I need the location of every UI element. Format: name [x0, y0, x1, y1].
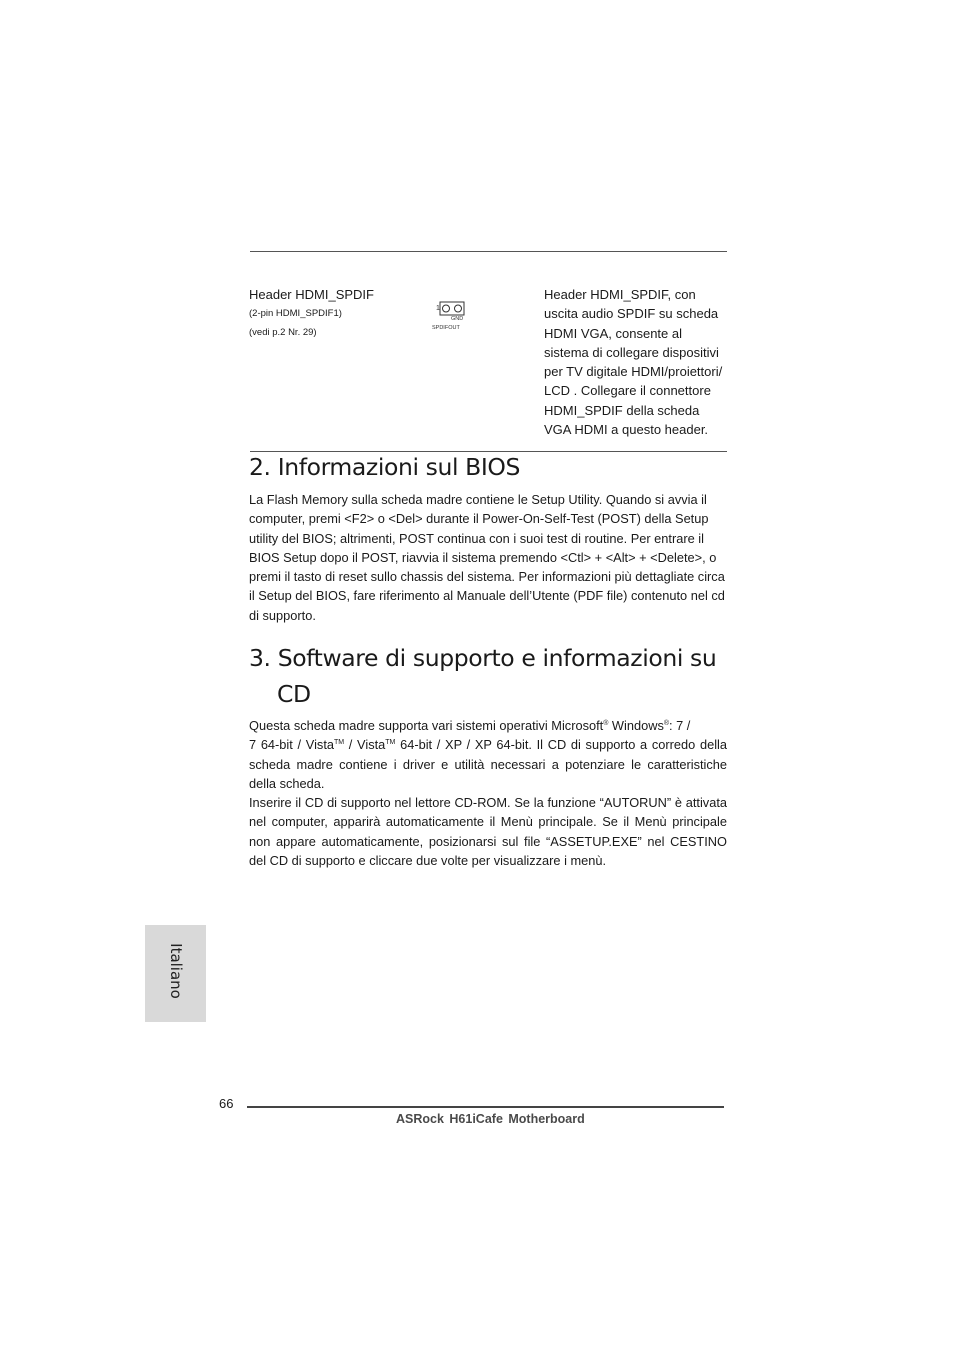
trademark-mark: TM	[385, 739, 396, 747]
header-reference: (vedi p.2 Nr. 29)	[249, 327, 317, 338]
connector-spdifout-label: SPDIFOUT	[432, 325, 460, 331]
os-text: Windows	[608, 718, 664, 733]
bios-line: La Flash Memory sulla scheda madre contiene le Setup Utility. Quando si avvia il	[249, 492, 707, 507]
description-line: uscita audio SPDIF su scheda	[544, 306, 719, 322]
connector-pin-2	[455, 305, 462, 312]
connector-gnd-label: GND	[451, 316, 464, 322]
footer-divider	[247, 1106, 724, 1108]
os-text: 7 64-bit / Vista	[249, 737, 334, 753]
os-text: 64-bit / XP / XP 64-bit. Il CD di supporto a corredo della scheda madre contiene i driver e utilità necessari a potenziare le caratteristiche della scheda.	[249, 737, 727, 791]
bios-line: utility del BIOS; altrimenti, POST continua con i suoi test di routine. Per entrare il	[249, 530, 704, 546]
os-support-paragraph	[249, 716, 727, 793]
trademark-mark: TM	[334, 739, 345, 747]
bios-line: computer, premi <F2> o <Del> durante il Power-On-Self-Test (POST) della Setup	[249, 511, 709, 527]
header-label: Header HDMI_SPDIF	[249, 287, 374, 302]
header-description	[544, 285, 734, 439]
description-line: per TV digitale HDMI/proiettori/	[544, 364, 723, 380]
os-text: Questa scheda madre supporta vari sistemi operativi Microsoft	[249, 718, 604, 733]
os-text: : 7 /	[669, 718, 691, 733]
connector-housing	[440, 302, 464, 315]
hdmi-spdif-connector-diagram	[426, 300, 472, 338]
bios-line: premi il tasto di reset sullo chassis del sistema. Per informazioni più dettagliate circa	[249, 569, 725, 585]
section-title-software-cont: CD	[277, 680, 311, 708]
header-pin-info: (2-pin HDMI_SPDIF1)	[249, 308, 342, 319]
bios-line: di supporto.	[249, 607, 316, 623]
description-line: Header HDMI_SPDIF, con	[544, 287, 696, 302]
registered-mark: ®	[663, 720, 670, 727]
section-title-software: 3. Software di supporto e informazioni su	[249, 644, 717, 672]
language-tab-label: Italiano	[167, 943, 185, 999]
bios-line: BIOS Setup dopo il POST, riavvia il sistema premendo <Ctl> + <Alt> + <Delete>, o	[249, 549, 717, 565]
os-text: / Vista	[344, 737, 386, 753]
description-line: VGA HDMI a questo header.	[544, 422, 709, 438]
page-number: 66	[219, 1096, 234, 1111]
bios-paragraph	[249, 490, 727, 625]
top-divider	[250, 251, 727, 252]
section-divider	[250, 451, 727, 452]
description-line: LCD . Collegare il connettore	[544, 383, 711, 399]
description-line: sistema di collegare dispositivi	[544, 344, 719, 360]
connector-pin-1	[443, 305, 450, 312]
cd-install-paragraph: Inserire il CD di supporto nel lettore CD-ROM. Se la funzione “AUTORUN” è attivata nel computer, apparirà automaticamente il Menù principale. Se il Menù principale non appare automaticamente, posizionarsi sul file “ASSETUP.EXE” nel CESTINO del CD di supporto e cliccare due volte per visualizzare i menù.	[249, 795, 727, 868]
registered-mark: ®	[603, 720, 609, 727]
footer-title: ASRock H61iCafe Motherboard	[396, 1112, 585, 1126]
description-line: HDMI VGA, consente al	[544, 325, 682, 341]
connector-pin1-label: 1	[436, 305, 440, 312]
section-title-bios: 2. Informazioni sul BIOS	[249, 453, 521, 481]
bios-line: il Setup del BIOS, fare riferimento al Manuale dell’Utente (PDF file) contenuto nel cd	[249, 588, 725, 604]
description-line: HDMI_SPDIF della scheda	[544, 402, 700, 418]
